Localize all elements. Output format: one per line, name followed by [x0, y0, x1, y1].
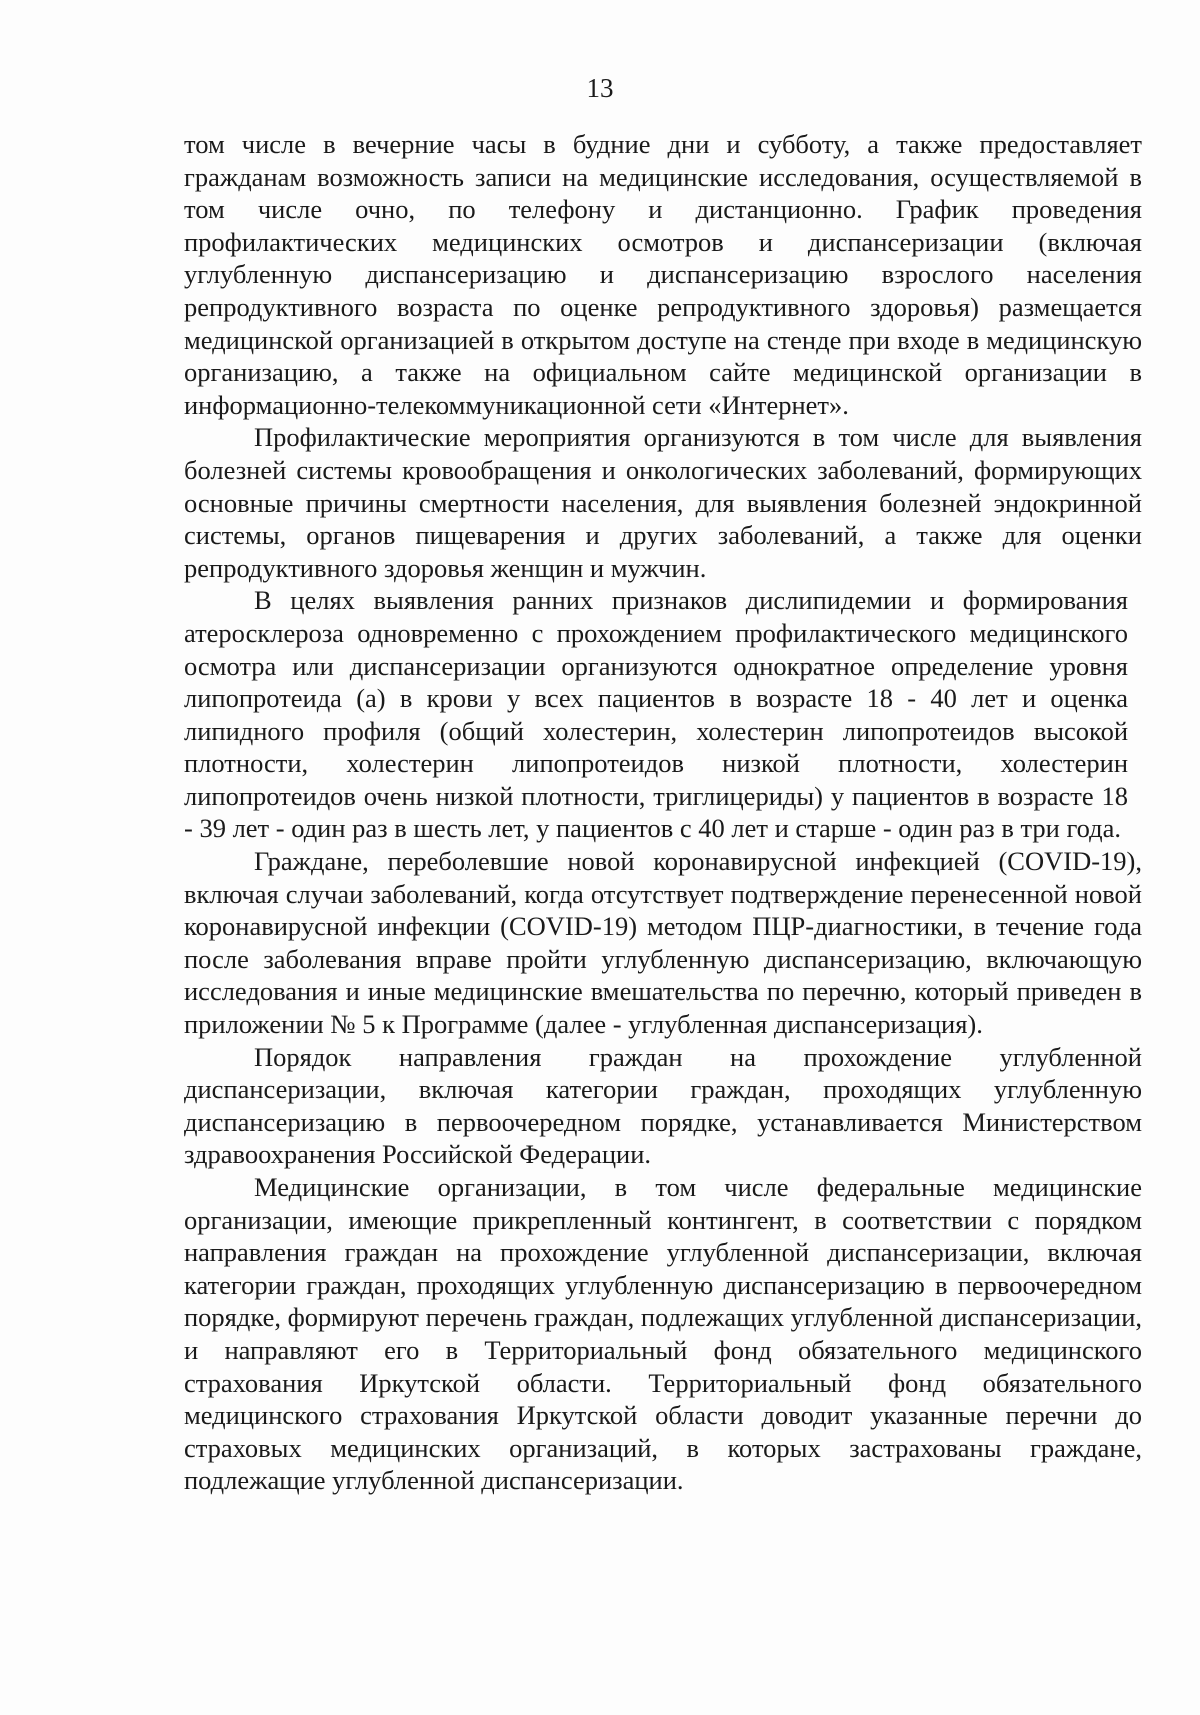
paragraph-medical-organizations: Медицинские организации, в том числе федеральные медицинские организации, имеющие прикрепленный контингент, в соответствии с порядком направления граждан на прохождение углубленной диспансеризации, включая категории граждан, проходящих углубленную диспансеризацию в первоочередном порядке, формируют перечень граждан, подлежащих углубленной диспансеризации, и направляют его в Территориальный фонд обязательного медицинского страхования Иркутской области. Территориальный фонд обязательного медицинского страхования Иркутской области доводит указанные перечни до страховых медицинских организаций, в которых застрахованы граждане, подлежащие углубленной диспансеризации.	[184, 1172, 1142, 1496]
paragraph-dyslipidemia: В целях выявления ранних признаков дислипидемии и формирования атеросклероза одновременно с прохождением профилактического медицинского осмотра или диспансеризации организуются однократное определение уровня липопротеида (а) в крови у всех пациентов в возрасте 18 - 40 лет и оценка липидного профиля (общий холестерин, холестерин липопротеидов высокой плотности, холестерин липопротеидов низкой плотности, холестерин липопротеидов очень низкой плотности, триглицериды) у пациентов в возрасте 18 - 39 лет - один раз в шесть лет, у пациентов с 40 лет и старше - один раз в три года.	[184, 585, 1128, 844]
paragraph-preventive-measures: Профилактические мероприятия организуются в том числе для выявления болезней системы кровообращения и онкологических заболеваний, формирующих основные причины смертности населения, для выявления болезней эндокринной системы, органов пищеварения и других заболеваний, а также для оценки репродуктивного здоровья женщин и мужчин.	[184, 422, 1142, 583]
page-number: 13	[586, 73, 614, 103]
paragraph-continuation: том числе в вечерние часы в будние дни и субботу, а также предоставляет гражданам возможность записи на медицинские исследования, осуществляемой в том числе очно, по телефону и дистанционно. График проведения профилактических медицинских осмотров и диспансеризации (включая углубленную диспансеризацию и диспансеризацию взрослого населения репродуктивного возраста по оценке репродуктивного здоровья) размещается медицинской организацией в открытом доступе на стенде при входе в медицинскую организацию, а также на официальном сайте медицинской организации в информационно-телекоммуникационной сети «Интернет».	[184, 129, 1142, 420]
document-body	[184, 128, 1142, 1497]
paragraph-covid-citizens: Граждане, переболевшие новой коронавирусной инфекцией (COVID-19), включая случаи заболеваний, когда отсутствует подтверждение перенесенной новой коронавирусной инфекции (COVID-19) методом ПЦР-диагностики, в течение года после заболевания вправе пройти углубленную диспансеризацию, включающую исследования и иные медицинские вмешательства по перечню, который приведен в приложении № 5 к Программе (далее - углубленная диспансеризация).	[184, 846, 1142, 1040]
paragraph-referral-procedure: Порядок направления граждан на прохождение углубленной диспансеризации, включая категории граждан, проходящих углубленную диспансеризацию в первоочередном порядке, устанавливается Министерством здравоохранения Российской Федерации.	[184, 1041, 1142, 1170]
